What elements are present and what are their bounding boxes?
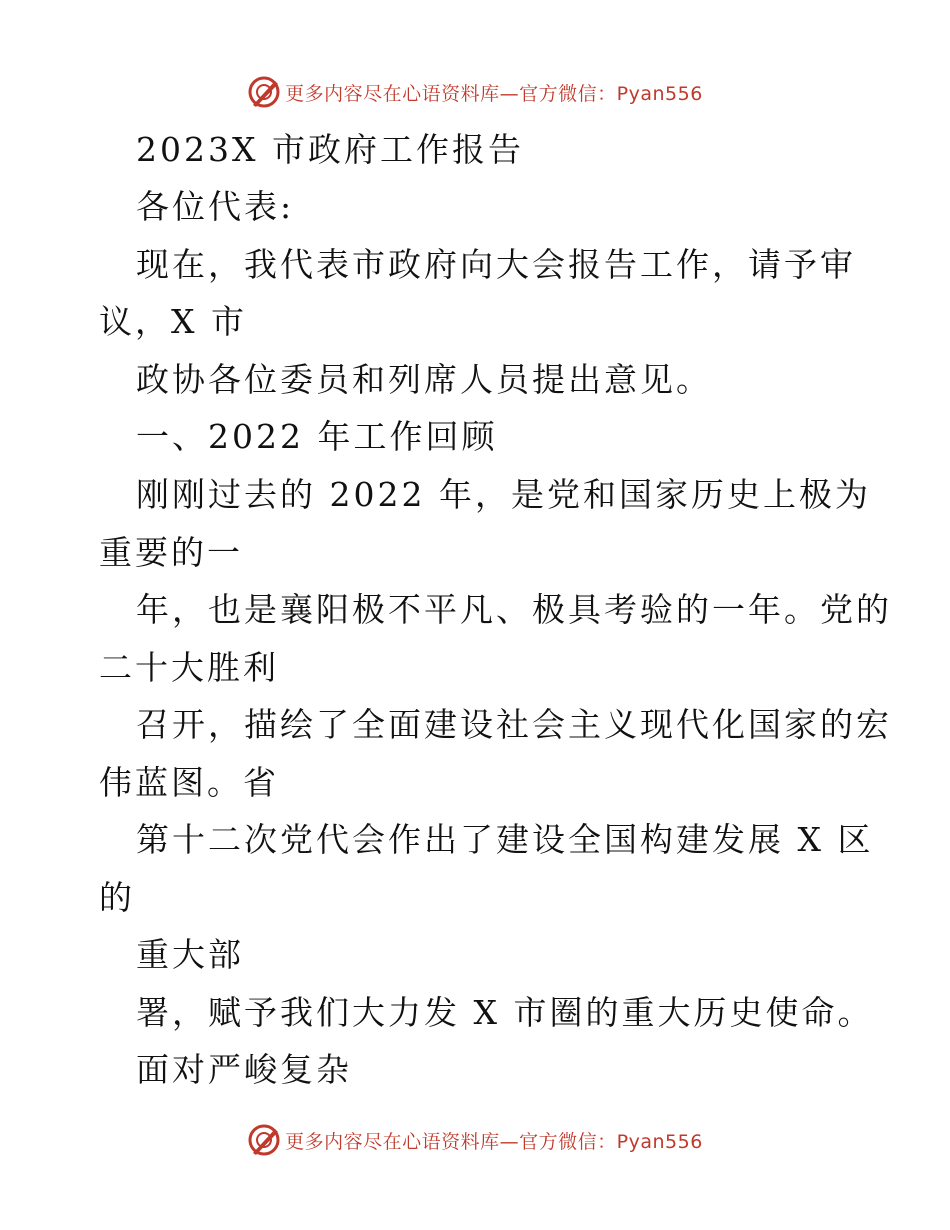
- text-line: 议，X 市: [99, 302, 247, 341]
- text-line: 刚刚过去的 2022 年，是党和国家历史上极为: [136, 475, 871, 514]
- text-line: 年，也是襄阳极不平凡、极具考验的一年。党的: [136, 590, 892, 629]
- watermark-text: 更多内容尽在心语资料库—官方微信：Pyan556: [285, 1130, 703, 1153]
- text-line: 召开，描绘了全面建设社会主义现代化国家的宏: [136, 705, 892, 744]
- section-heading: 一、2022 年工作回顾: [136, 417, 498, 456]
- document-title: 2023X 市政府工作报告: [136, 130, 524, 169]
- text-line: 二十大胜利: [99, 648, 279, 687]
- text-line: 重大部: [136, 935, 244, 974]
- pen-logo-icon: [247, 1123, 281, 1157]
- text-line: 重要的一: [99, 533, 243, 572]
- text-line: 署，赋予我们大力发 X 市圈的重大历史使命。: [136, 993, 874, 1032]
- pen-logo-icon: [247, 75, 281, 109]
- text-line: 现在，我代表市政府向大会报告工作，请予审: [136, 245, 856, 284]
- text-line: 第十二次党代会作出了建设全国构建发展 X 区: [136, 820, 874, 859]
- watermark-text: 更多内容尽在心语资料库—官方微信：Pyan556: [285, 82, 703, 105]
- text-line: 面对严峻复杂: [136, 1050, 352, 1089]
- text-line: 的: [99, 878, 135, 917]
- watermark-banner-bottom: [0, 1120, 950, 1160]
- salutation: 各位代表:: [136, 187, 295, 226]
- text-line: 政协各位委员和列席人员提出意见。: [136, 360, 712, 399]
- watermark-banner-top: [0, 72, 950, 112]
- text-line: 伟蓝图。省: [99, 763, 279, 802]
